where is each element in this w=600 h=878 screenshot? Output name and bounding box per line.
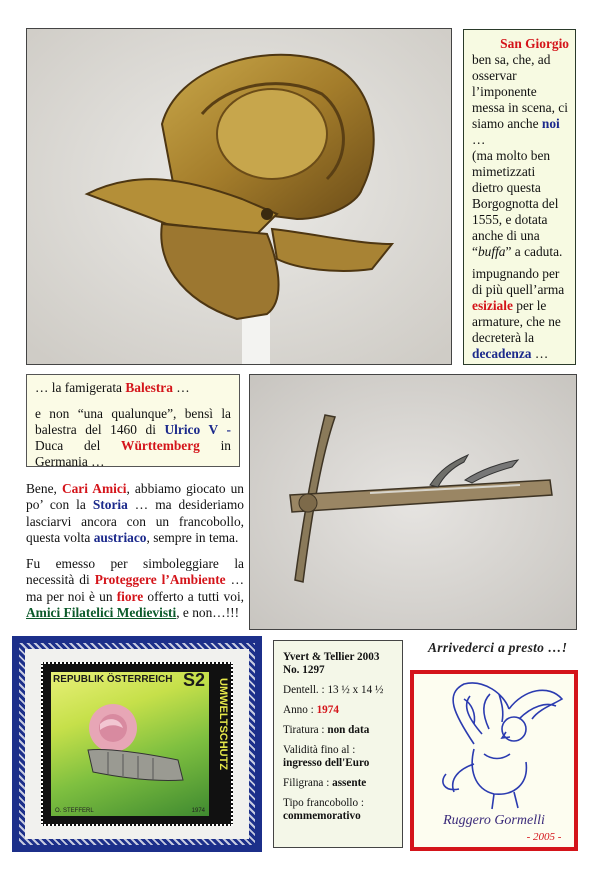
farewell-text: Arrivederci a presto …! [428, 640, 568, 655]
sg-text-1: ben sa, che, ad osservar l’imponente messa in scena, ci siamo anche [472, 52, 568, 131]
bal-text-2: … [172, 380, 190, 395]
sg-esiziale: esiziale [472, 298, 513, 313]
sg-buffa: buffa [477, 244, 506, 259]
body-text-2: , abbiamo giocato un po’ con la [26, 481, 244, 513]
bal-text-1: … la famigerata [35, 380, 126, 395]
stamp-info-box [273, 640, 403, 848]
sg-text-3: (ma molto ben mimetizzati dietro questa Borgognotta del 1555, e dotata anche di una “ [472, 148, 559, 259]
stamp-side-text: UMWELTSCHUTZ [217, 678, 229, 771]
helmet-photo [26, 28, 452, 365]
body-text-1: Bene, [26, 481, 62, 496]
sg-text-7: … [531, 346, 549, 361]
body-text-6: … ma per noi è un [26, 572, 244, 604]
bal-text-5: in Germania … [35, 438, 232, 469]
stamp-frame [12, 636, 262, 852]
stamp-year: 1974 [191, 808, 205, 814]
sg-decadenza: decadenza [472, 346, 532, 361]
sg-text-4: ” a caduta. [505, 244, 563, 259]
winged-lion-icon [414, 674, 574, 847]
signature-name: Ruggero Gormelli [443, 813, 545, 828]
bal-text-3: e non “una qualunque”, bensì la balestra del 1460 di [35, 406, 231, 437]
info-dentell-label: Dentell. : [283, 684, 328, 696]
info-tiratura-value: non data [327, 724, 370, 736]
info-validita-label: Validità fino al : [283, 744, 356, 756]
info-filigrana-label: Filigrana : [283, 777, 333, 789]
sg-noi: noi [541, 116, 560, 131]
info-anno-label: Anno : [283, 704, 317, 716]
san-giorgio-name: San Giorgio [500, 36, 569, 51]
info-tipo-value: commemorativo [283, 810, 361, 822]
info-dentell-value: 13 ½ x 14 ½ [327, 684, 384, 696]
body-text [26, 481, 244, 631]
sg-text-2: … [472, 132, 486, 147]
body-amici-filatelici: Amici Filatelici Medievisti [26, 605, 177, 621]
body-text-7: offerto a tutti voi, [143, 588, 245, 604]
stamp [41, 662, 233, 826]
body-proteggere: Proteggere l’Ambiente [94, 572, 226, 588]
info-tiratura-label: Tiratura : [283, 724, 328, 736]
crossbow-photo [249, 374, 577, 630]
body-text-3: … ma desideriamo lasciarvi ancora con un francobollo, questa volta [26, 497, 244, 545]
info-anno-value: 1974 [316, 704, 339, 716]
info-tipo-label: Tipo francobollo : [283, 797, 365, 809]
body-austriaco: austriaco [93, 529, 147, 545]
signature-box [410, 670, 578, 851]
rose-gauntlet-illustration [68, 690, 208, 810]
bal-text-4: Duca del [35, 438, 122, 453]
crossbow-illustration [250, 375, 577, 630]
info-number: No. 1297 [283, 664, 325, 676]
body-text-4: , sempre in tema. [146, 529, 239, 545]
sg-text-6: per le armature, che ne decreterà la [472, 298, 561, 345]
body-cari-amici: Cari Amici [61, 481, 127, 496]
info-catalog: Yvert & Tellier 2003 [283, 651, 380, 663]
info-filigrana-value: assente [332, 777, 367, 789]
balestra-textbox [26, 374, 240, 467]
body-text-8: , e non…!!! [176, 605, 240, 621]
stamp-value: S2 [182, 670, 205, 690]
helmet-illustration [27, 29, 452, 365]
sg-text-5: impugnando per di più quell’arma [472, 266, 565, 297]
bal-ulrico: Ulrico V - [164, 422, 231, 437]
info-validita-value: ingresso dell'Euro [283, 757, 370, 769]
body-text-5: Fu emesso per simboleggiare la necessità di [26, 556, 244, 588]
san-giorgio-textbox [463, 29, 576, 365]
bal-wurttemberg: Württemberg [121, 438, 200, 453]
bal-balestra: Balestra [125, 380, 173, 395]
body-fiore: fiore [116, 588, 144, 604]
stamp-designer: O. STEFFERL [55, 808, 94, 814]
signature-year: - 2005 - [526, 831, 562, 843]
stamp-country: REPUBLIK ÖSTERREICH [53, 674, 173, 685]
body-storia: Storia [92, 497, 128, 513]
